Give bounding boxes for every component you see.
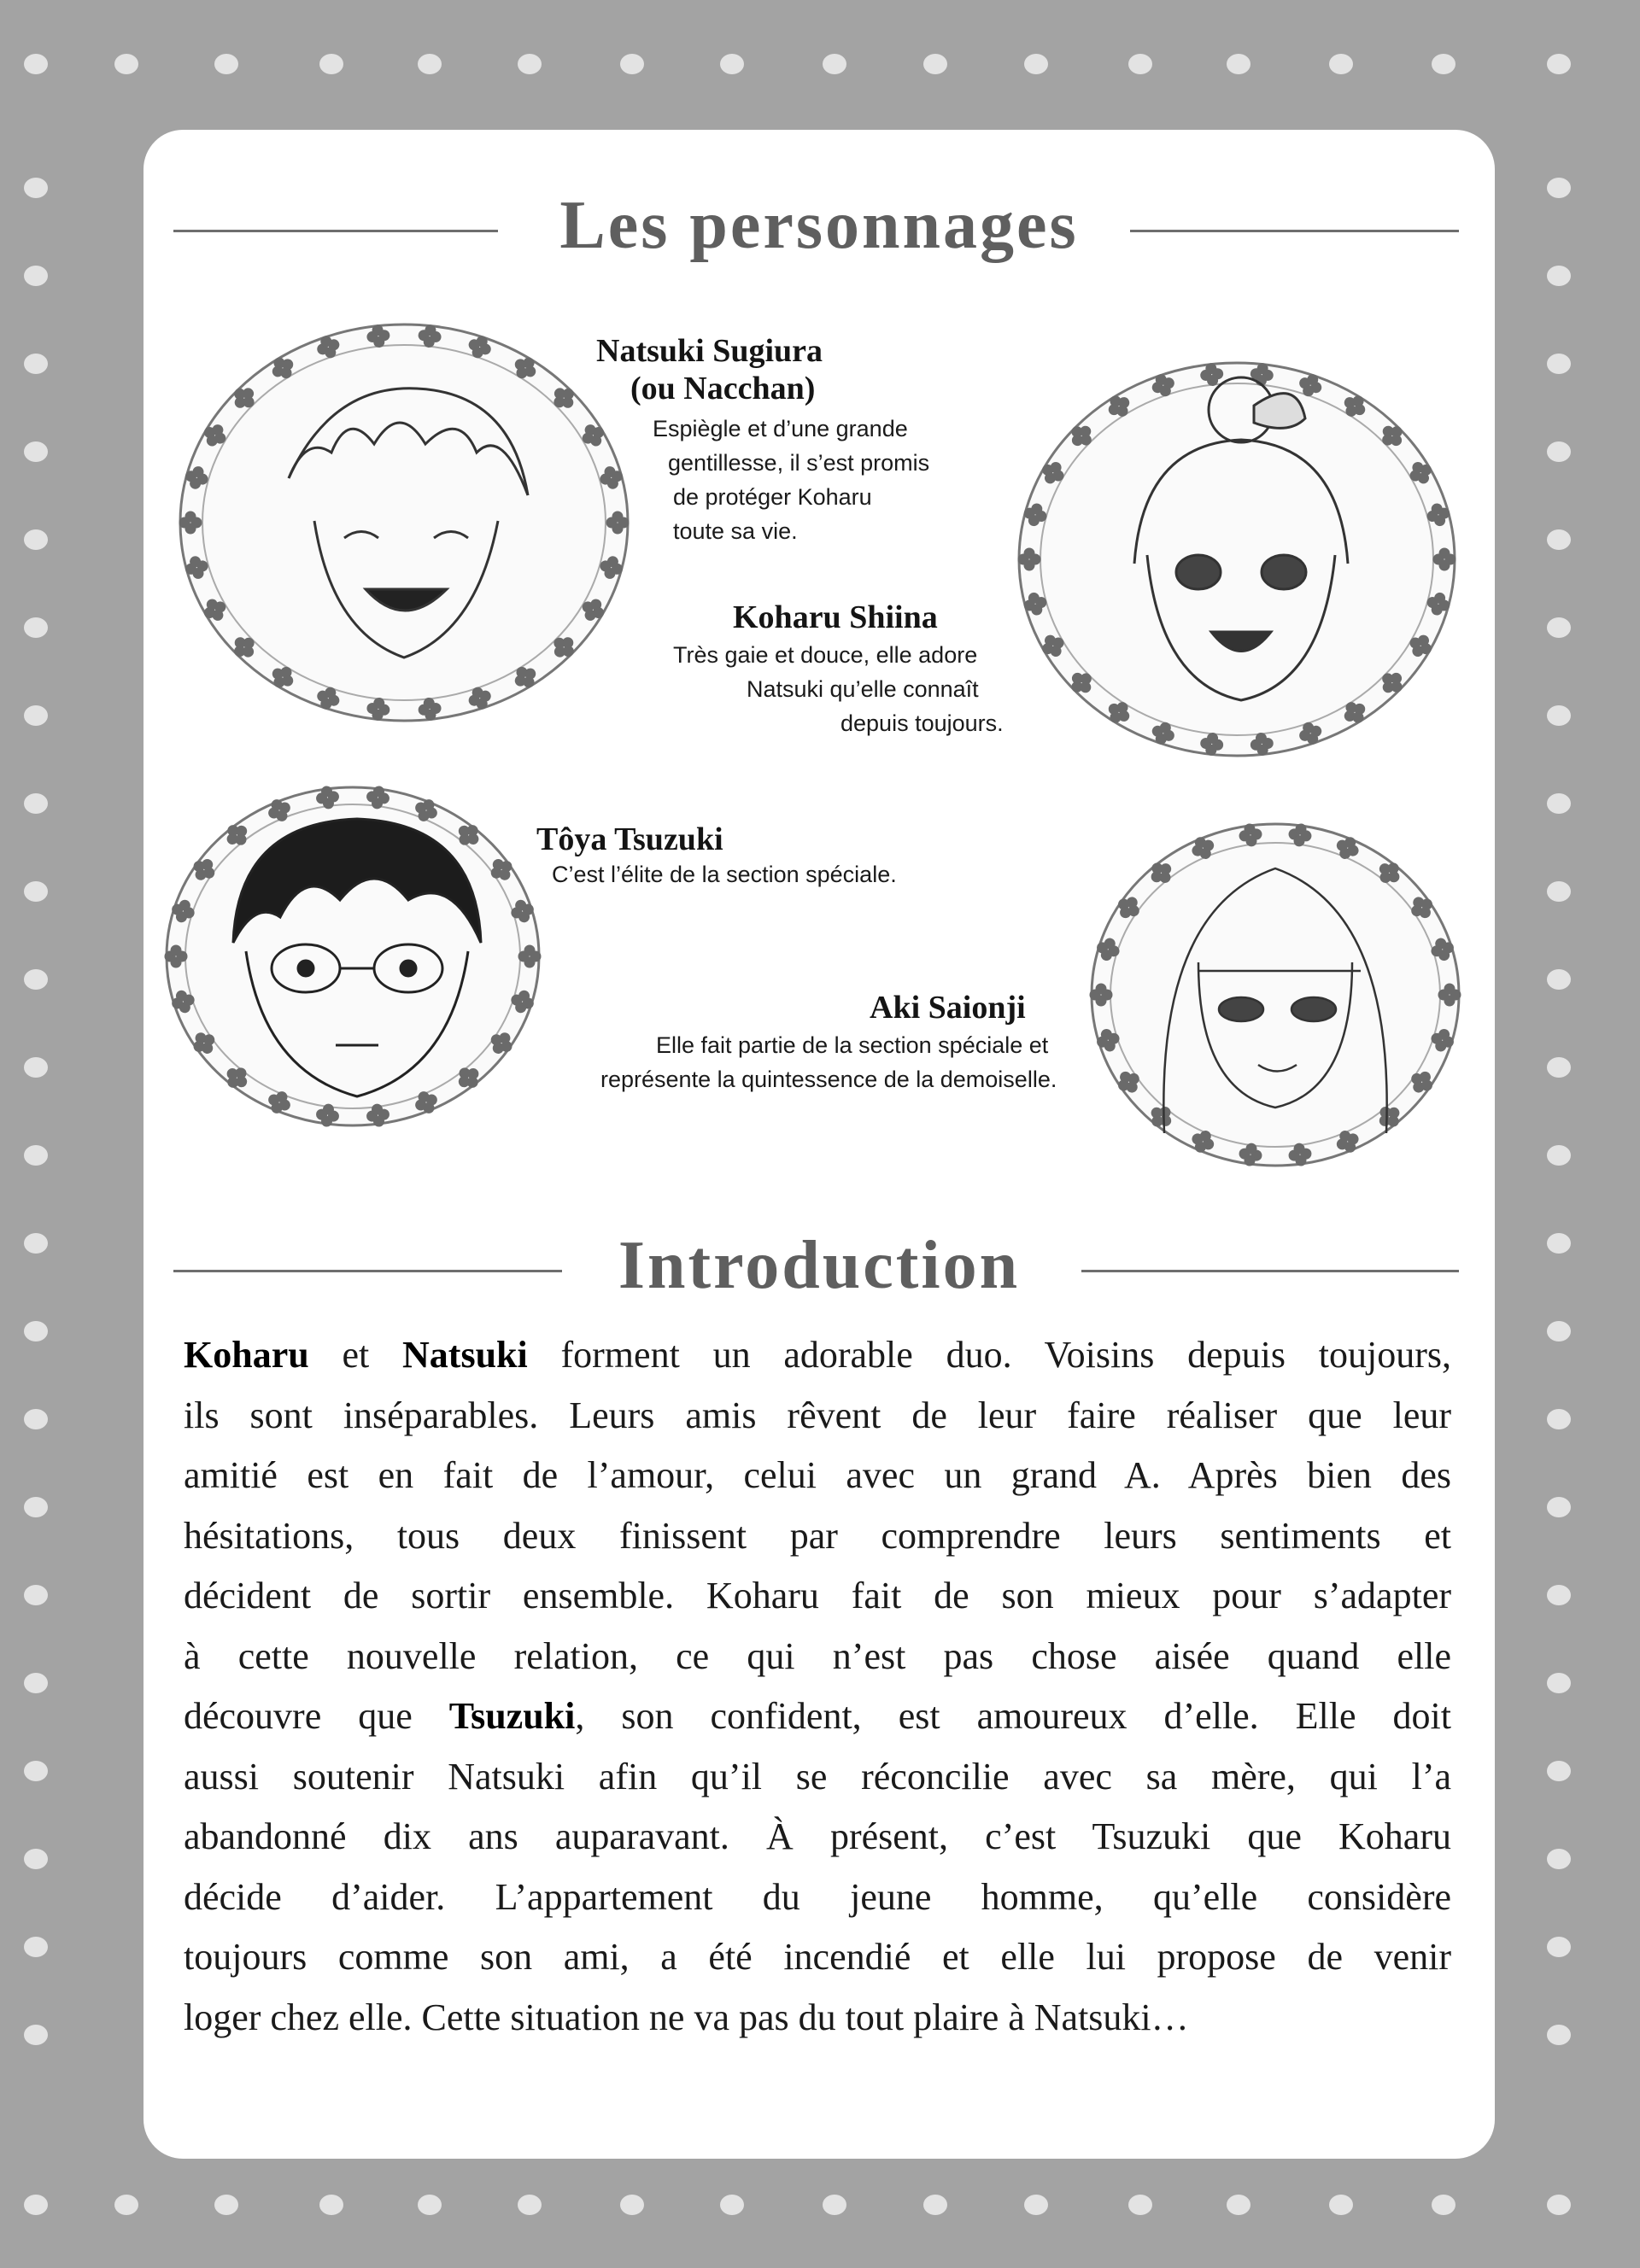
character-description: toute sa vie. xyxy=(673,518,798,544)
polka-dot xyxy=(1227,2195,1250,2215)
polka-dot xyxy=(418,54,442,74)
intro-line: abandonné dix ans auparavant. À présent, c’est Tsuzuki que Koharu xyxy=(184,1815,1451,1857)
polka-dot xyxy=(24,178,48,198)
polka-dot xyxy=(620,54,644,74)
intro-line: décide d’aider. L’appartement du jeune homme, qu’elle considère xyxy=(184,1875,1451,1918)
character-description: de protéger Koharu xyxy=(673,484,872,510)
polka-dot xyxy=(24,2195,48,2215)
polka-dot xyxy=(518,54,542,74)
character-name-bold: Natsuki xyxy=(402,1334,528,1376)
character-description: représente la quintessence de la demoiselle. xyxy=(600,1067,1057,1092)
polka-dot xyxy=(1547,1057,1571,1078)
polka-dot xyxy=(1547,1409,1571,1429)
polka-dot xyxy=(1329,54,1353,74)
intro-line: ils sont inséparables. Leurs amis rêvent de leur faire réaliser que leur xyxy=(184,1394,1451,1436)
heading-rule-right xyxy=(1130,230,1459,232)
polka-dot xyxy=(1547,529,1571,550)
character-description: Elle fait partie de la section spéciale et xyxy=(656,1032,1049,1058)
intro-line: découvre que Tsuzuki, son confident, est amoureux d’elle. Elle doit xyxy=(184,1695,1451,1737)
polka-dot xyxy=(24,1673,48,1693)
polka-dot xyxy=(1547,2195,1571,2215)
intro-title: Introduction xyxy=(618,1228,1021,1303)
polka-dot xyxy=(1128,2195,1152,2215)
character-name: Tôya Tsuzuki xyxy=(536,821,723,857)
page-card xyxy=(144,130,1495,2159)
tsuzuki-portrait xyxy=(152,772,554,1141)
characters-heading xyxy=(144,178,1495,272)
intro-paragraph xyxy=(184,1325,1451,2048)
polka-dot xyxy=(1547,354,1571,374)
character-name-bold: Koharu xyxy=(184,1334,309,1376)
polka-dot xyxy=(1329,2195,1353,2215)
polka-dot xyxy=(114,2195,138,2215)
polka-dot xyxy=(24,881,48,902)
polka-dot xyxy=(24,1321,48,1342)
polka-dot xyxy=(1024,54,1048,74)
polka-dot xyxy=(418,2195,442,2215)
polka-dot xyxy=(1547,1937,1571,1957)
polka-dot xyxy=(24,354,48,374)
polka-dot xyxy=(24,266,48,286)
polka-dot xyxy=(518,2195,542,2215)
polka-dot xyxy=(24,2025,48,2045)
polka-dot xyxy=(923,2195,947,2215)
polka-dot xyxy=(24,54,48,74)
polka-dot xyxy=(24,441,48,462)
intro-line: hésitations, tous deux finissent par comprendre leurs sentiments et xyxy=(184,1514,1451,1557)
polka-dot xyxy=(24,529,48,550)
polka-dot xyxy=(24,617,48,638)
intro-line: à cette nouvelle relation, ce qui n’est pas chose aisée quand elle xyxy=(184,1634,1451,1677)
polka-dot xyxy=(720,54,744,74)
intro-line: décident de sortir ensemble. Koharu fait de son mieux pour s’adapter xyxy=(184,1575,1451,1616)
polka-dot xyxy=(24,1057,48,1078)
polka-dot xyxy=(1024,2195,1048,2215)
polka-dot xyxy=(923,54,947,74)
character-description: gentillesse, il s’est promis xyxy=(668,450,930,476)
polka-dot xyxy=(1547,1145,1571,1166)
polka-dot xyxy=(319,2195,343,2215)
character-description: depuis toujours. xyxy=(840,710,1004,736)
polka-dot xyxy=(319,54,343,74)
polka-dot xyxy=(24,1233,48,1254)
character-name: Natsuki Sugiura xyxy=(596,333,823,369)
polka-dot xyxy=(1547,1849,1571,1869)
polka-dot xyxy=(24,1761,48,1781)
character-name: Koharu Shiina xyxy=(733,599,938,635)
polka-dot xyxy=(24,1497,48,1517)
character-description: Natsuki qu’elle connaît xyxy=(747,676,979,702)
character-name: (ou Nacchan) xyxy=(630,371,816,406)
polka-dot xyxy=(24,1937,48,1957)
polka-dot xyxy=(214,2195,238,2215)
polka-dot xyxy=(1547,1321,1571,1342)
polka-dot xyxy=(1547,969,1571,990)
polka-dot xyxy=(823,54,846,74)
polka-dot xyxy=(1227,54,1250,74)
polka-dot xyxy=(1547,441,1571,462)
polka-dot xyxy=(1547,1497,1571,1517)
polka-dot xyxy=(1432,54,1456,74)
natsuki-portrait xyxy=(161,307,647,739)
heading-rule-right xyxy=(1081,1270,1459,1272)
polka-dot xyxy=(24,1585,48,1605)
polka-dot xyxy=(24,1849,48,1869)
polka-dot xyxy=(1547,54,1571,74)
polka-dot xyxy=(24,705,48,726)
intro-heading xyxy=(144,1219,1495,1312)
character-description: C’est l’élite de la section spéciale. xyxy=(552,862,897,887)
characters-title: Les personnages xyxy=(559,188,1079,263)
intro-line: toujours comme son ami, a été incendié et elle lui propose de venir xyxy=(184,1936,1451,1978)
polka-dot xyxy=(1547,2025,1571,2045)
polka-dot xyxy=(823,2195,846,2215)
polka-dot xyxy=(720,2195,744,2215)
polka-dot xyxy=(24,1145,48,1166)
polka-dot xyxy=(1547,793,1571,814)
intro-line: amitié est en fait de l’amour, celui avec un grand A. Après bien des xyxy=(184,1454,1451,1496)
polka-dot xyxy=(1547,1761,1571,1781)
polka-dot xyxy=(24,793,48,814)
intro-line: Koharu et Natsuki forment un adorable duo. Voisins depuis toujours, xyxy=(184,1334,1451,1376)
polka-dot xyxy=(24,969,48,990)
polka-dot xyxy=(1547,1673,1571,1693)
koharu-portrait xyxy=(998,342,1476,777)
character-description: Espiègle et d’une grande xyxy=(653,416,908,441)
character-description: Très gaie et douce, elle adore xyxy=(673,642,978,668)
polka-dot xyxy=(114,54,138,74)
polka-dot xyxy=(24,1409,48,1429)
polka-dot xyxy=(1547,705,1571,726)
polka-dot xyxy=(1432,2195,1456,2215)
character-name: Aki Saionji xyxy=(870,990,1026,1026)
polka-dot xyxy=(1547,881,1571,902)
polka-dot xyxy=(1547,1585,1571,1605)
aki-portrait xyxy=(1079,809,1472,1180)
character-name-bold: Tsuzuki xyxy=(448,1695,576,1737)
polka-dot xyxy=(1547,266,1571,286)
polka-dot xyxy=(1128,54,1152,74)
polka-dot xyxy=(1547,617,1571,638)
intro-line: loger chez elle. Cette situation ne va pas du tout plaire à Natsuki… xyxy=(184,1996,1189,2038)
intro-line: aussi soutenir Natsuki afin qu’il se réconcilie avec sa mère, qui l’a xyxy=(184,1755,1451,1797)
polka-dot xyxy=(214,54,238,74)
polka-dot xyxy=(1547,178,1571,198)
polka-dot xyxy=(1547,1233,1571,1254)
polka-dot xyxy=(620,2195,644,2215)
